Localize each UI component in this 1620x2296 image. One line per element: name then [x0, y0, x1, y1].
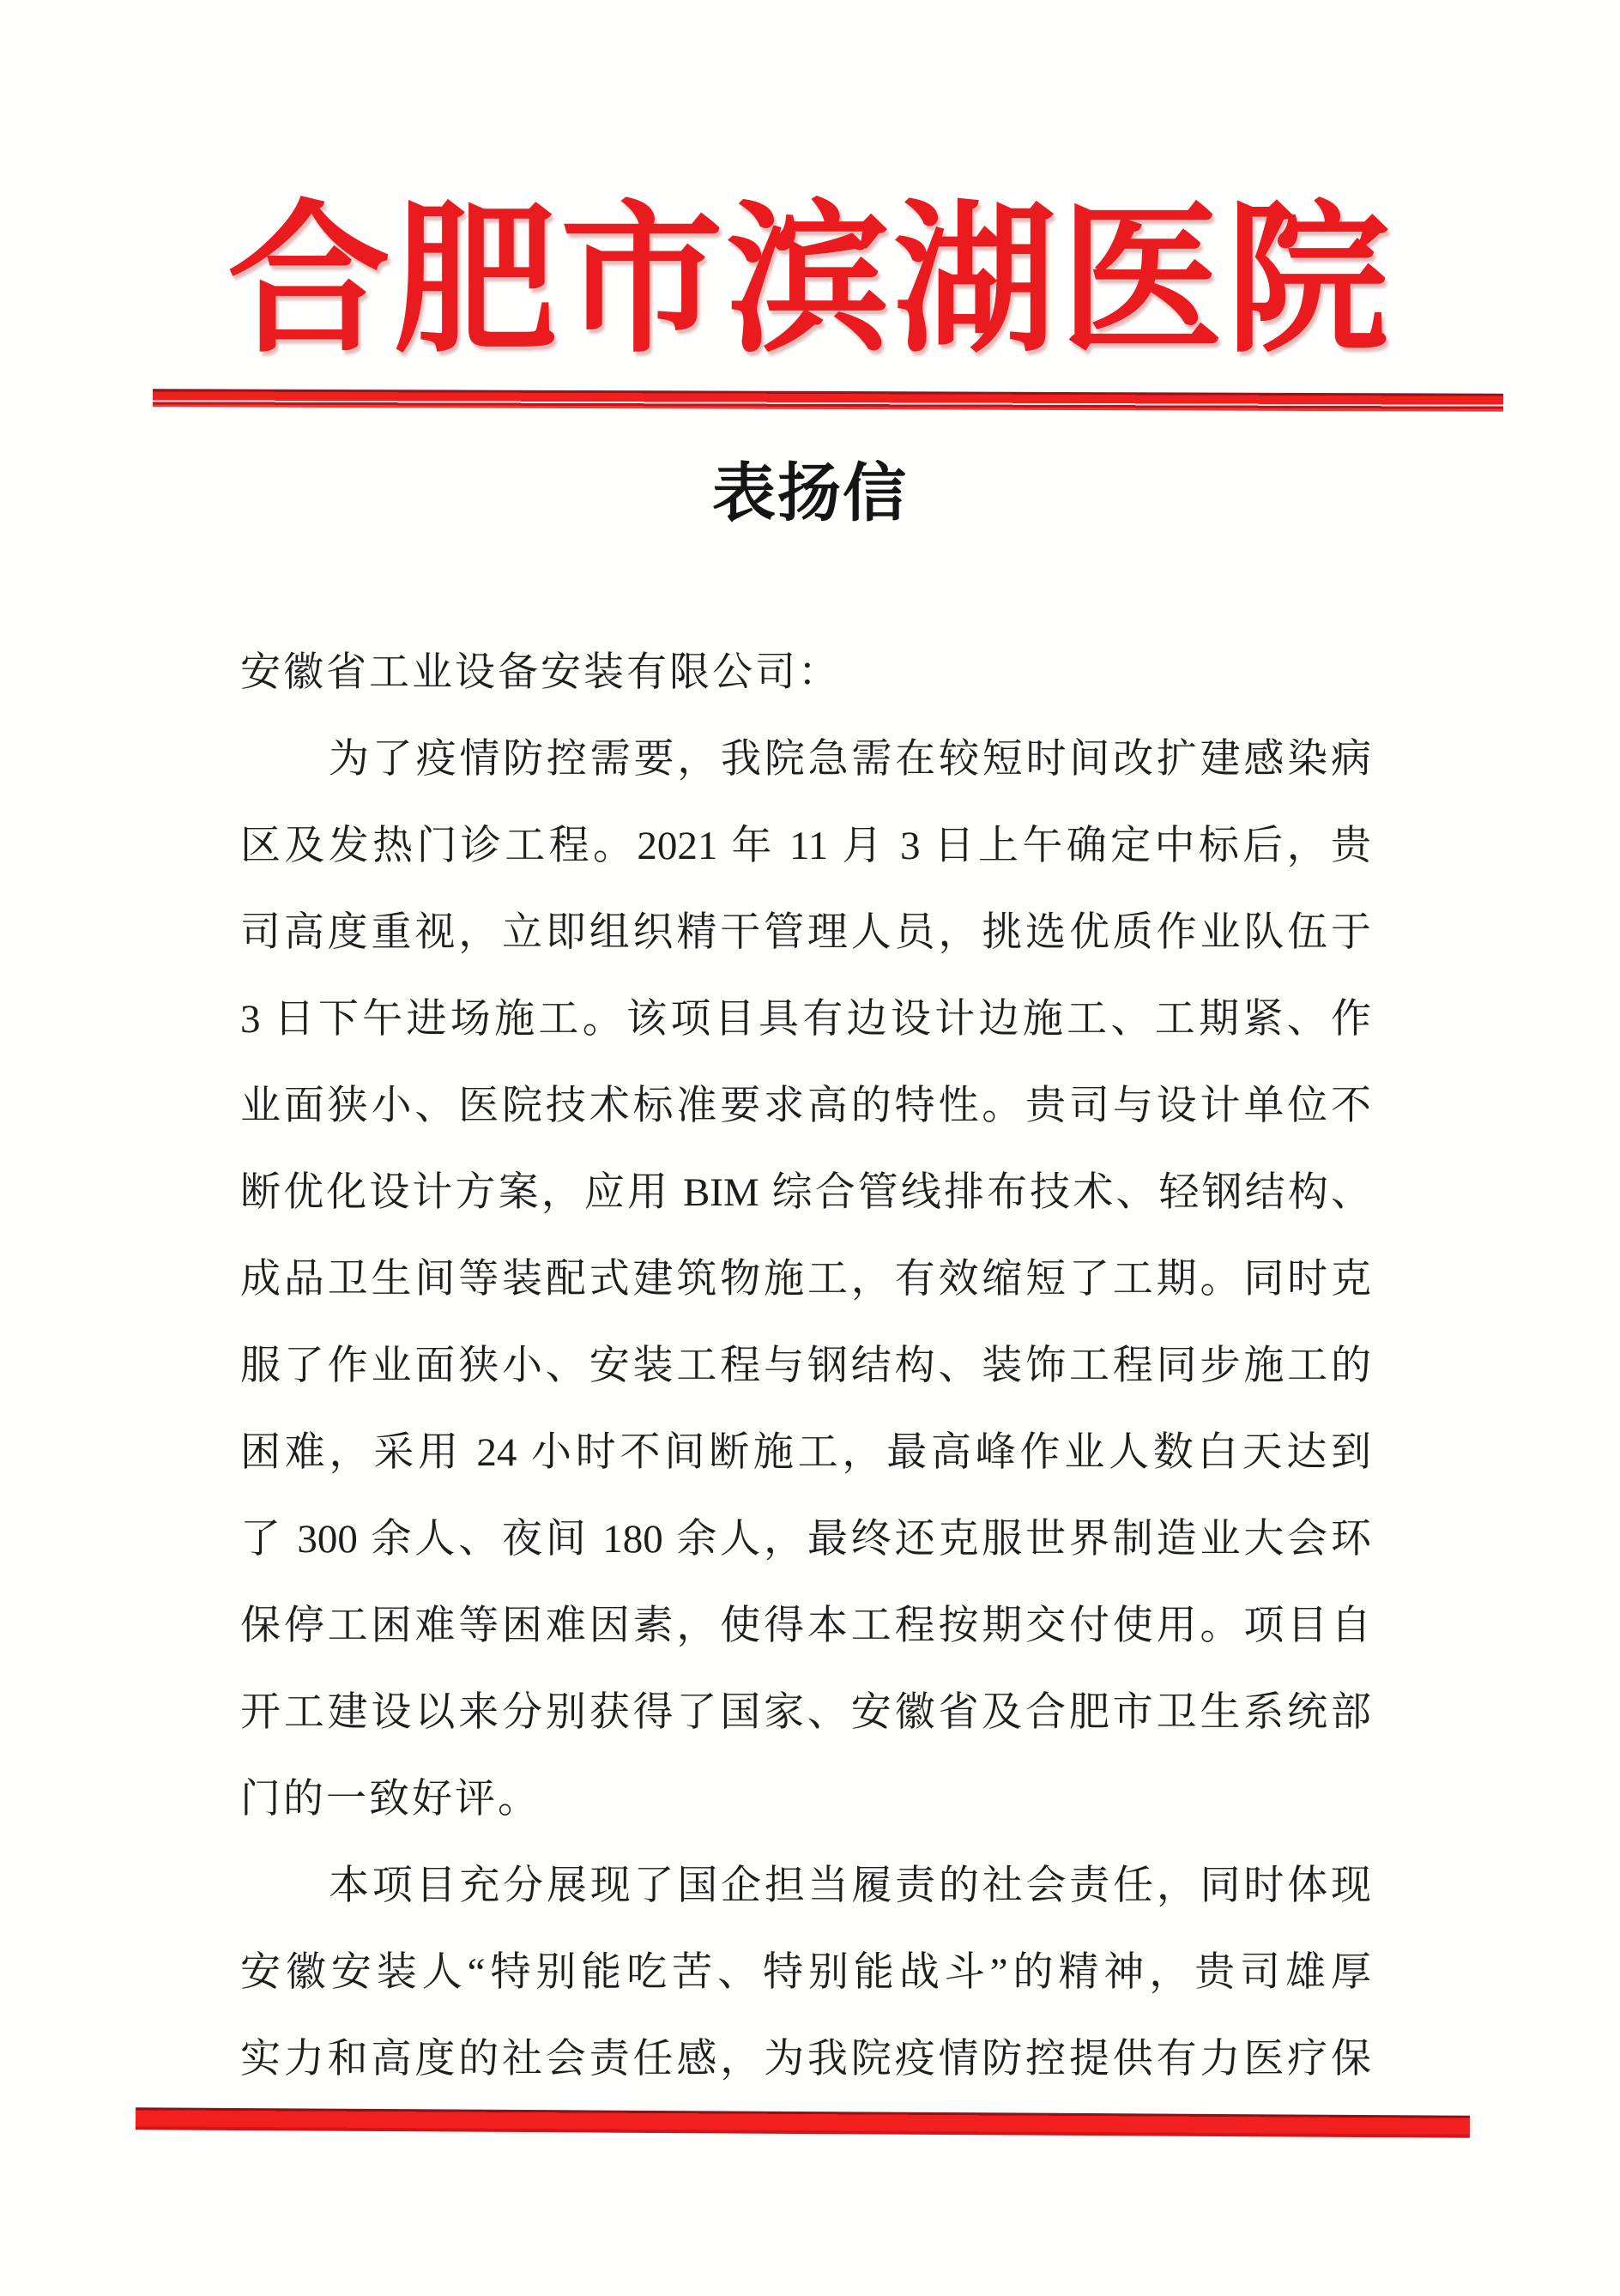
letter-body: [240, 630, 1371, 2103]
letter-title: 表扬信: [712, 459, 908, 529]
hospital-name: 合肥市滨湖医院: [227, 192, 1393, 372]
body-line: 实力和高度的社会责任感，为我院疫情防控提供有力医疗保: [240, 2037, 1371, 2082]
footer-rule: [136, 2107, 1470, 2137]
body-line: 保停工困难等困难因素，使得本工程按期交付使用。项目自: [240, 1604, 1371, 1648]
body-line: 安徽安装人“特别能吃苦、特别能战斗”的精神，贵司雄厚: [240, 1950, 1371, 1995]
body-line: 本项目充分展现了国企担当履责的社会责任，同时体现: [329, 1864, 1371, 1908]
salutation: 安徽省工业设备安装有限公司：: [240, 650, 841, 695]
body-line: 门的一致好评。: [240, 1777, 541, 1822]
body-line: 业面狭小、医院技术标准要求高的特性。贵司与设计单位不: [240, 1084, 1371, 1128]
body-line: 断优化设计方案，应用 BIM 综合管线排布技术、轻钢结构、: [240, 1170, 1371, 1215]
body-line: 开工建设以来分别获得了国家、安徽省及合肥市卫生系统部: [240, 1690, 1371, 1735]
body-line: 困难，采用 24 小时不间断施工，最高峰作业人数白天达到: [240, 1430, 1371, 1475]
body-line: 了 300 余人、夜间 180 余人，最终还克服世界制造业大会环: [240, 1517, 1371, 1562]
header-rule: [153, 389, 1503, 411]
body-line: 服了作业面狭小、安装工程与钢结构、装饰工程同步施工的: [240, 1344, 1371, 1388]
body-line: 成品卫生间等装配式建筑物施工，有效缩短了工期。同时克: [240, 1257, 1371, 1302]
body-line: 为了疫情防控需要，我院急需在较短时间改扩建感染病: [329, 737, 1371, 782]
body-line: 司高度重视，立即组织精干管理人员，挑选优质作业队伍于: [240, 910, 1371, 955]
body-line: 区及发热门诊工程。2021 年 11 月 3 日上午确定中标后，贵: [240, 824, 1371, 868]
body-lines: [240, 716, 1371, 2103]
body-line: 3 日下午进场施工。该项目具有边设计边施工、工期紧、作: [240, 997, 1371, 1042]
